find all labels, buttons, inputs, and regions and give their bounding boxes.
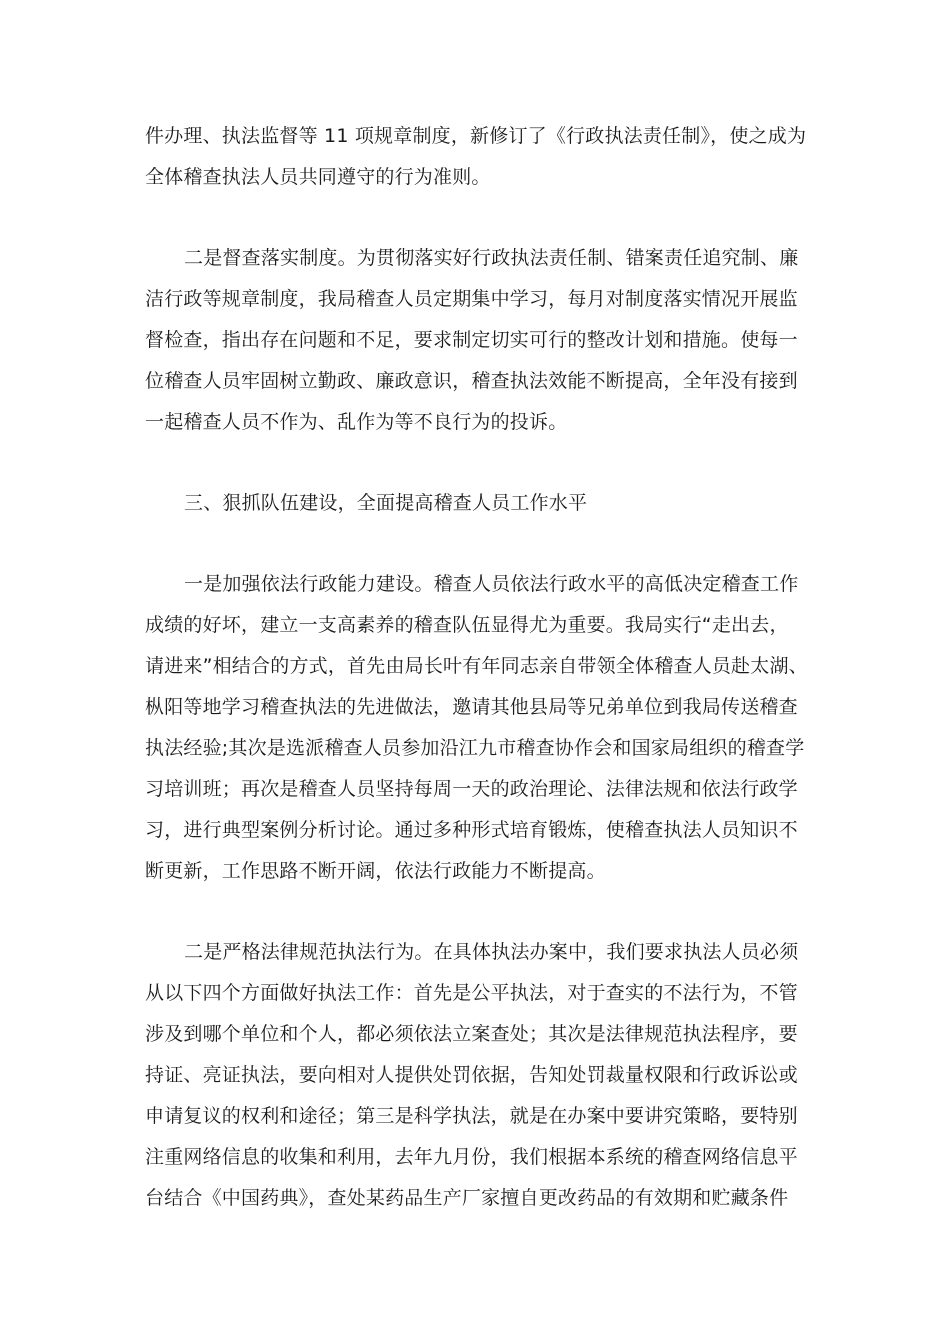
text-line: 成绩的好坏，建立一支高素养的稽查队伍显得尤为重要。我局实行“走出去， — [145, 614, 789, 636]
text-line: 位稽查人员牢固树立勤政、廉政意识，稽查执法效能不断提高，全年没有接到 — [145, 370, 798, 392]
text-line: 持证、亮证执法，要向相对人提供处罚依据，告知处罚裁量权限和行政诉讼或 — [145, 1064, 798, 1086]
paragraph-spacer — [145, 198, 815, 238]
text-line: 全体稽查执法人员共同遵守的行为准则。 — [145, 166, 491, 188]
text-line: 请进来”相结合的方式，首先由局长叶有年同志亲自带领全体稽查人员赴太湖、 — [145, 655, 808, 677]
text-line: 二是督查落实制度。为贯彻落实好行政执法责任制、错案责任追究制、廉 — [184, 247, 799, 269]
document-body — [145, 116, 815, 1219]
text-line: 一起稽查人员不作为、乱作为等不良行为的投诉。 — [145, 411, 568, 433]
text-line: 习，进行典型案例分析讨论。通过多种形式培育锻炼，使稽查执法人员知识不 — [145, 819, 798, 841]
text-line: 二是严格法律规范执法行为。在具体执法办案中，我们要求执法人员必须 — [184, 941, 799, 963]
text-line: 断更新，工作思路不断开阔，依法行政能力不断提高。 — [145, 860, 606, 882]
text-line: 一是加强依法行政能力建设。稽查人员依法行政水平的高低决定稽查工作 — [184, 573, 799, 595]
paragraph-capacity-building — [145, 564, 815, 892]
text-line: 涉及到哪个单位和个人，都必须依法立案查处；其次是法律规范执法程序，要 — [145, 1023, 798, 1045]
paragraph-supervision — [145, 238, 815, 443]
text-line: 注重网络信息的收集和利用，去年九月份，我们根据本系统的稽查网络信息平 — [145, 1146, 798, 1168]
text-line: 台结合《中国药典》，查处某药品生产厂家擅自更改药品的有效期和贮藏条件 — [145, 1187, 789, 1209]
text-line: 督检查，指出存在问题和不足，要求制定切实可行的整改计划和措施。使每一 — [145, 329, 798, 351]
text-line: 执法经验;其次是选派稽查人员参加沿江九市稽查协作会和国家局组织的稽查学 — [145, 737, 805, 759]
text-line: 习培训班；再次是稽查人员坚持每周一天的政治理论、法律法规和依法行政学 — [145, 778, 798, 800]
text-line: 枞阳等地学习稽查执法的先进做法，邀请其他县局等兄弟单位到我局传送稽查 — [145, 696, 798, 718]
text-line: 申请复议的权利和途径；第三是科学执法，就是在办案中要讲究策略，要特别 — [145, 1105, 798, 1127]
paragraph-spacer — [145, 524, 815, 564]
paragraph-spacer — [145, 892, 815, 932]
section-heading — [145, 483, 815, 524]
paragraph-spacer — [145, 443, 815, 483]
text-line: 件办理、执法监督等 11 项规章制度，新修订了《行政执法责任制》，使之成为 — [145, 125, 807, 147]
text-line: 从以下四个方面做好执法工作：首先是公平执法，对于查实的不法行为，不管 — [145, 982, 798, 1004]
text-line: 洁行政等规章制度，我局稽查人员定期集中学习，每月对制度落实情况开展监 — [145, 288, 798, 310]
heading-line: 三、狠抓队伍建设，全面提高稽查人员工作水平 — [184, 492, 588, 514]
paragraph-law-enforcement — [145, 932, 815, 1219]
paragraph-regulations-continued — [145, 116, 815, 198]
